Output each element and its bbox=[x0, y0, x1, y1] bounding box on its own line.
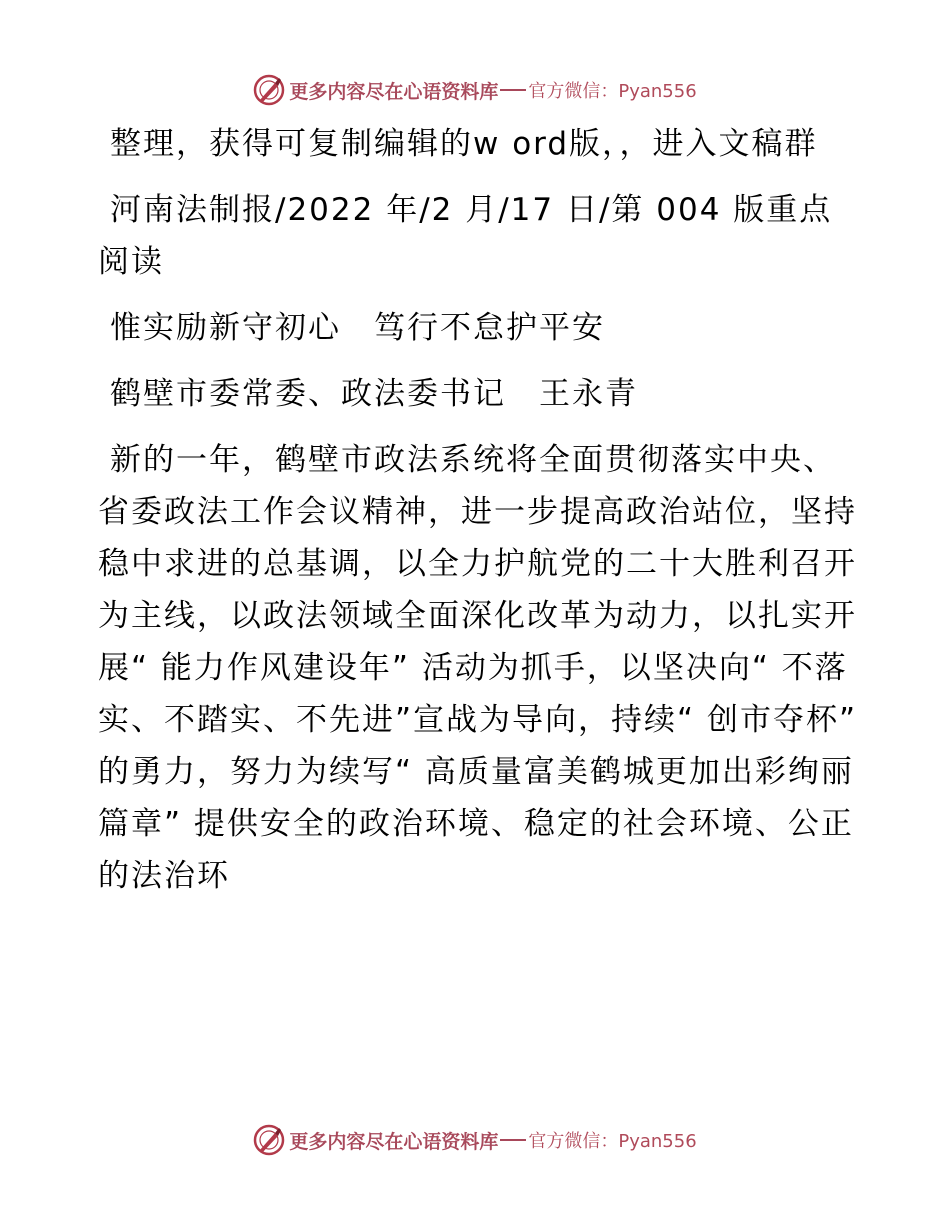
watermark-title: 更多内容尽在心语资料库 bbox=[289, 1130, 499, 1153]
watermark-title: 更多内容尽在心语资料库 bbox=[289, 80, 499, 103]
watermark-contact: 官方微信：Pyan556 bbox=[528, 81, 697, 102]
pen-logo-icon bbox=[253, 74, 285, 106]
source-line: 河南法制报/2022 年/2 月/17 日/第 004 版重点阅读 bbox=[98, 192, 833, 280]
document-body bbox=[98, 118, 858, 916]
pen-logo-icon bbox=[253, 1124, 285, 1156]
watermark-contact: 官方微信：Pyan556 bbox=[528, 1131, 697, 1152]
watermark-divider bbox=[500, 89, 526, 91]
intro-note: 整理，获得可复制编辑的w ord版，，进入文稿群 bbox=[110, 126, 818, 162]
article-author: 鹤壁市委常委、政法委书记 王永青 bbox=[110, 376, 638, 412]
header-watermark bbox=[0, 70, 950, 110]
watermark-divider bbox=[500, 1139, 526, 1141]
body-paragraph: 新的一年，鹤壁市政法系统将全面贯彻落实中央、省委政法工作会议精神，进一步提高政治站位，坚持稳中求进的总基调，以全力护航党的二十大胜利召开为主线，以政法领域全面深化改革为动力，以扎实开展“ 能力作风建设年” 活动为抓手，以坚决向“ 不落实、不踏实、不先进”宣战为导向，持续“ 创市夺杯” 的勇力，努力为续写“ 高质量富美鹤城更加出彩绚丽篇章” 提供安全的政治环境、稳定的社会环境、公正的法治环 bbox=[98, 442, 858, 894]
article-title: 惟实励新守初心 笃行不怠护平安 bbox=[110, 310, 605, 346]
footer-watermark bbox=[0, 1120, 950, 1160]
